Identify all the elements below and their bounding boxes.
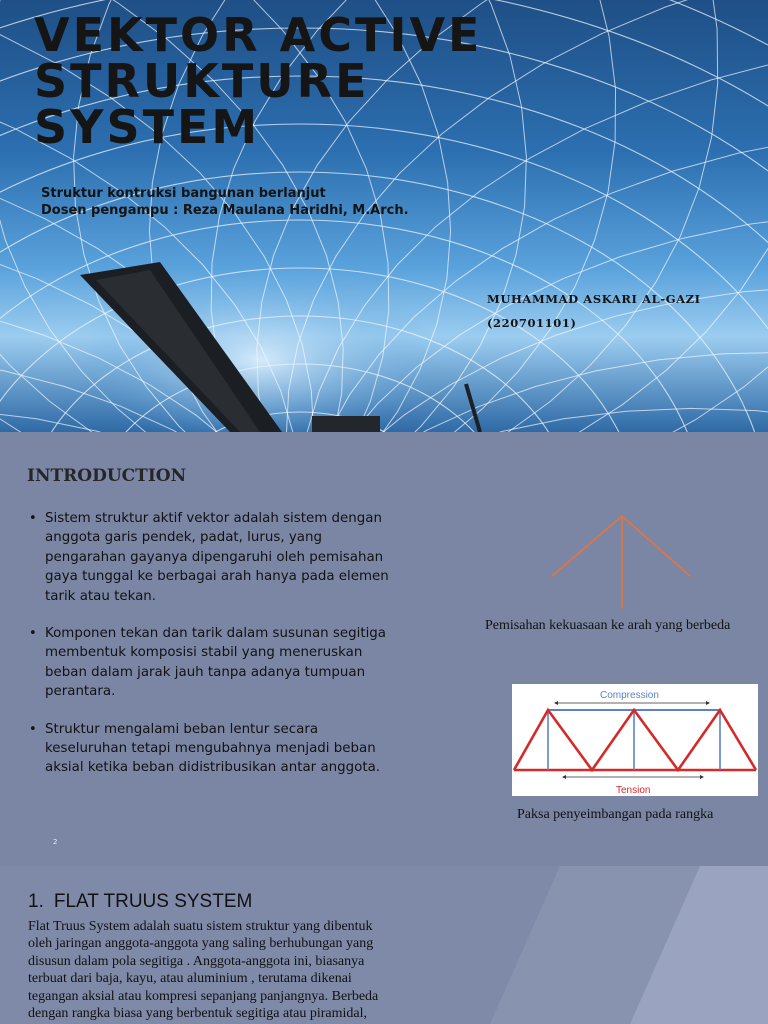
bullet-line: anggota garis pendek, padat, lurus, yang <box>45 530 322 546</box>
title-line-3: SYSTEM <box>34 100 261 154</box>
bullet-dot-icon: • <box>29 626 37 642</box>
compression-label: Compression <box>600 690 659 701</box>
body-line: disusun dalam pola segitiga . Anggota-anggota ini, biasanya <box>28 953 365 969</box>
author-name: MUHAMMAD ASKARI AL-GAZI <box>487 292 701 306</box>
bullet-line: gaya tunggal ke berbagai arah hanya pada elemen <box>45 569 389 585</box>
body-line: oleh jaringan anggota-anggota yang saling berhubungan yang <box>28 936 374 952</box>
introduction-slide <box>0 432 768 866</box>
page-number: 2 <box>53 838 58 846</box>
vector-line-right <box>622 516 690 576</box>
vector-line-left <box>552 516 622 576</box>
section-number: 1. <box>28 891 44 912</box>
title-line-1: VEKTOR ACTIVE <box>34 8 483 62</box>
body-line: dengan rangka biasa yang berbentuk segitiga atau piramidal, <box>28 1006 367 1022</box>
body-line: Flat Truus System adalah suatu sistem struktur yang dibentuk <box>28 919 373 934</box>
bullet-line: Komponen tekan dan tarik dalam susunan segitiga <box>45 626 387 642</box>
vector-caption: Pemisahan kekuasaan ke arah yang berbeda <box>485 618 731 633</box>
title-line-2: STRUKTURE <box>34 54 370 108</box>
bullet-line: aksial ketika beban didistribusikan antar anggota. <box>45 760 381 776</box>
truss-diagram <box>512 684 758 796</box>
subtitle-lecturer: Dosen pengampu : Reza Maulana Haridhi, M.Arch. <box>41 203 409 218</box>
title-slide <box>0 0 768 432</box>
bullet-item <box>29 720 399 778</box>
flat-truss-body <box>28 918 398 1022</box>
author-id: (220701101) <box>487 316 577 330</box>
introduction-heading: INTRODUCTION <box>27 466 187 486</box>
bullet-item <box>29 509 399 606</box>
bullet-dot-icon: • <box>29 721 37 737</box>
bullet-line: Struktur mengalami beban lentur secara <box>45 721 319 737</box>
flat-truss-heading <box>28 891 252 913</box>
bullet-line: membentuk komposisi stabil yang meneruskan <box>45 645 363 661</box>
bullet-line: beban dalam jarak jauh tanpa adanya tumpuan <box>45 664 366 680</box>
bullet-line: perantara. <box>45 684 116 700</box>
truss-figure <box>512 684 758 796</box>
bullet-line: pengarahan gayanya dipengaruhi oleh pemisahan <box>45 549 384 565</box>
bullet-line: tarik atau tekan. <box>45 588 157 604</box>
flat-truss-slide <box>0 866 768 1024</box>
tension-label: Tension <box>616 785 651 796</box>
body-line: terbuat dari baja, kayu, atau aluminium , terutama dikenai <box>28 971 352 987</box>
truss-caption: Paksa penyeimbangan pada rangka <box>517 807 714 822</box>
intro-bullet-list <box>29 509 399 796</box>
bullet-dot-icon: • <box>29 511 37 526</box>
bullet-line: Sistem struktur aktif vektor adalah sistem dengan <box>45 511 382 526</box>
subtitle-course: Struktur kontruksi bangunan berlanjut <box>41 186 326 201</box>
force-vector-diagram <box>548 512 694 612</box>
bullet-line: keseluruhan tetapi mengubahnya menjadi beban <box>45 741 376 757</box>
bullet-item <box>29 624 399 702</box>
body-line: tegangan aksial atau kompresi sepanjang panjangnya. Berbeda <box>28 988 379 1004</box>
section-title: FLAT TRUUS SYSTEM <box>53 891 253 912</box>
